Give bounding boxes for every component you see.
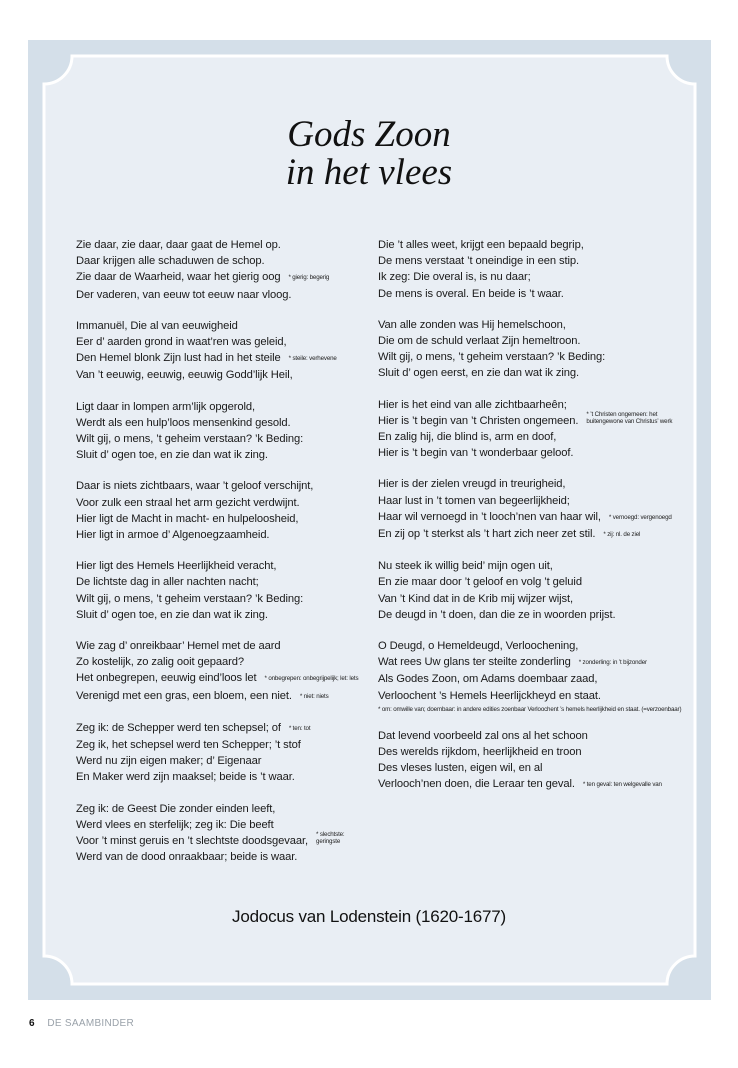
poem-title-line-1: Gods Zoon [287, 114, 451, 155]
poem-line-text: En zie maar door ’t geloof en volg ’t geluid [378, 576, 582, 589]
poem-line-text: Eer d’ aarden grond in waat’ren was geleid, [76, 336, 287, 349]
footnote-text: buitengewone van Christus’ werk [586, 417, 673, 425]
poem-line-text: De mens verstaat ’t oneindige in een stip. [378, 255, 580, 268]
poem-line [76, 769, 396, 785]
poem-line [378, 638, 698, 654]
stanza [378, 237, 698, 302]
poem-line-text: Hier ligt de Macht in macht- en hulpeloosheid, [76, 512, 299, 525]
footnote-text: * slechtste: [316, 831, 345, 839]
poem-line-text: Sluit d’ ogen eerst, en zie dan wat ik zing. [378, 367, 580, 380]
stanza [378, 728, 698, 794]
poem-line [378, 365, 698, 381]
poem-line [76, 334, 396, 350]
poem-line [76, 431, 396, 447]
poem-column-right [378, 237, 698, 809]
stanza [76, 720, 396, 786]
stanza-footnote: * om: omwille van; doembaar: in andere edities zoenbaar Verloochent ’s hemels heerlijkheid en staat. (=verzoenbaar) [378, 705, 682, 713]
poem-line-text: Van alle zonden was Hij hemelschoon, [378, 318, 566, 331]
footnote-text: * vernoegd: vergenoegd [608, 513, 672, 521]
footnote-text: * gierig: begerig [288, 274, 330, 282]
poem-line-text: Als Godes Zoon, om Adams doembaar zaad, [378, 673, 598, 686]
poem-line-text: Ik zeg: Die overal is, is nu daar; [378, 271, 531, 284]
poem-line [378, 445, 698, 461]
page-number: 6 [29, 1018, 35, 1029]
footnote [609, 510, 672, 526]
magazine-name: DE SAAMBINDER [47, 1018, 135, 1029]
poem-line [378, 574, 698, 590]
poem-author: Jodocus van Lodenstein (1620-1677) [232, 907, 506, 926]
poem-line-text: Wie zag d’ onreikbaar’ Hemel met de aard [76, 640, 281, 653]
poem-line-text: Hier is ’t begin van ’t wonderbaar geloof. [378, 447, 574, 460]
footnote-text: geringste [316, 838, 341, 846]
poem-line [76, 720, 396, 737]
footnote [265, 671, 359, 687]
poem-line-text: Wilt gij, o mens, ’t geheim verstaan? ’k Beding: [378, 351, 606, 364]
poem-line [76, 670, 396, 687]
poem-line-text: Die om de schuld verlaat Zijn hemeltroon. [378, 335, 581, 348]
poem-line-text: Werdt als een hulp’loos mensenkind gesold. [76, 416, 291, 429]
stanza [76, 478, 396, 543]
stanza [378, 638, 698, 704]
stanza [378, 317, 698, 382]
poem-line [76, 253, 396, 269]
poem-line [76, 654, 396, 670]
poem-line [76, 237, 396, 253]
poem-line-text: Verenigd met een gras, een bloem, een niet. [76, 689, 292, 702]
footnote-text: * zij: nl. de ziel [603, 531, 641, 539]
poem-line-text: Hier ligt des Hemels Heerlijkheid veracht, [76, 560, 277, 573]
poem-line [76, 817, 396, 833]
poem-line [76, 688, 396, 705]
poem-line [378, 429, 698, 445]
poem-line-text: Verloochent ’s Hemels Heerlijckheyd en staat. [378, 689, 601, 702]
stanza [76, 801, 396, 866]
poem-line-text: Den Hemel blonk Zijn lust had in het steile [76, 352, 281, 365]
poem-line-text: Immanuël, Die al van eeuwigheid [76, 319, 238, 332]
poem-title-line-2: in het vlees [285, 152, 453, 193]
poem-line [378, 509, 698, 526]
poem-line [76, 737, 396, 753]
poem-line-text: Verlooch’nen doen, die Leraar ten geval. [378, 778, 575, 791]
poem-line-text: Hier is ’t begin van ’t Christen ongemeen. [378, 414, 579, 427]
poem-line [76, 478, 396, 494]
poem-line-text: Daar is niets zichtbaars, waar ’t geloof verschijnt, [76, 480, 314, 493]
poem-line [378, 688, 698, 704]
stanza [378, 397, 698, 462]
poem-line [378, 476, 698, 492]
poem-line [76, 269, 396, 286]
poem-line-text: En zij op ’t sterkst als ’t hart zich neer zet stil. [378, 528, 596, 541]
poem-line [378, 410, 698, 429]
poem-line [378, 671, 698, 687]
footnote [300, 689, 329, 705]
poem-line [378, 286, 698, 302]
poem-line [76, 801, 396, 817]
poem-line [76, 574, 396, 590]
poem-line-text: Wilt gij, o mens, ’t geheim verstaan? ’k Beding: [76, 433, 304, 446]
poem-line [378, 493, 698, 509]
poem-line [76, 527, 396, 543]
poem-line [378, 760, 698, 776]
poem-line [76, 367, 396, 383]
footnote [583, 777, 662, 793]
footnote [289, 721, 311, 737]
poem-line-text: Hier is het eind van alle zichtbaarheên; [378, 398, 567, 411]
poem-line [76, 558, 396, 574]
poem-line-text: Zeg ik: de Geest Die zonder einden leeft, [76, 802, 276, 815]
poem-line [76, 638, 396, 654]
poem-line [378, 607, 698, 623]
poem-line-text: Nu steek ik willig beid’ mijn ogen uit, [378, 560, 553, 573]
poem-line-text: Voor zulk een straal het arm gezicht verdwijnt. [76, 496, 300, 509]
poem-line-text: Die ’t alles weet, krijgt een bepaald begrip, [378, 239, 584, 251]
poem-line [76, 849, 396, 865]
poem-line [76, 447, 396, 463]
poem-line-text: Hier is der zielen vreugd in treurigheid, [378, 478, 566, 491]
poem-line-text: Voor ’t minst geruis en ’t slechtste doodsgevaar, [76, 835, 309, 848]
poem-line-text: Werd van de dood onraakbaar; beide is waar. [76, 851, 298, 864]
footnote-text: * zonderling: in ’t bijzonder [578, 659, 647, 667]
poem-line [76, 318, 396, 334]
poem-line [76, 833, 396, 849]
poem-line [378, 744, 698, 760]
poem-line-text: Van ’t Kind dat in de Krib mij wijzer wijst, [378, 592, 573, 605]
poem-line [378, 728, 698, 744]
poem-line-text: Wilt gij, o mens, ’t geheim verstaan? ’k Beding: [76, 592, 304, 605]
poem-line [378, 654, 698, 671]
poem-line-text: Zie daar de Waarheid, waar het gierig oog [76, 271, 281, 284]
poem-line [76, 415, 396, 431]
poem-line [76, 287, 396, 303]
poem-line [76, 399, 396, 415]
stanza [76, 318, 396, 384]
poem-line-text: Werd vlees en sterfelijk; zeg ik: Die beeft [76, 818, 274, 831]
poem-line [76, 511, 396, 527]
page-footer [29, 1018, 134, 1029]
poem-line-text: Sluit d’ ogen toe, en zie dan wat ik zing. [76, 608, 268, 621]
poem-line-text: Werd nu zijn eigen maker; d’ Eigenaar [76, 755, 262, 768]
poem-line [76, 495, 396, 511]
poem-line-text: En zalig hij, die blind is, arm en doof, [378, 431, 557, 444]
poem-line-text: Haar lust in ’t tomen van begeerlijkheid; [378, 494, 570, 507]
poem-column-left [76, 237, 396, 881]
poem-line [378, 558, 698, 574]
poem-line-text: Des werelds rijkdom, heerlijkheid en troon [378, 746, 582, 759]
footnote [288, 270, 329, 286]
poem-line [76, 591, 396, 607]
footnote [316, 831, 344, 845]
poem-line-text: Het onbegrepen, eeuwig eind’loos let [76, 672, 257, 685]
poem-line-text: Zie daar, zie daar, daar gaat de Hemel op. [76, 239, 281, 251]
footnote-text: * niet: niets [299, 692, 329, 700]
poem-line-text: Der vaderen, van eeuw tot eeuw naar vloog. [76, 288, 292, 301]
poem-line [76, 350, 396, 367]
poem-line-text: Des vleses lusten, eigen wil, en al [378, 762, 543, 775]
stanza [378, 558, 698, 623]
footnote-text: * onbegrepen: onbegrijpelijk; let: lets [264, 675, 359, 683]
stanza [76, 237, 396, 303]
stanza [378, 476, 698, 543]
footnote-text: * ’t Christen ongemeen: het [586, 410, 658, 418]
poem-line-text: O Deugd, o Hemeldeugd, Verloochening, [378, 640, 579, 653]
poem-line [378, 333, 698, 349]
footnote-text: * steile: verhevene [288, 355, 337, 363]
poem-line-text: En Maker werd zijn maaksel; beide is ’t waar. [76, 771, 295, 784]
poem-line-text: De deugd in ’t doen, dan die ze in woorden prijst. [378, 608, 616, 621]
poem-line [378, 591, 698, 607]
poem-line-text: Dat levend voorbeeld zal ons al het schoon [378, 729, 588, 742]
poem-line [378, 253, 698, 269]
footnote-text: * ten geval: ten welgevalle van [582, 781, 662, 789]
stanza [76, 638, 396, 705]
poem-line-text: De lichtste dag in aller nachten nacht; [76, 576, 259, 589]
poem-title [0, 116, 738, 192]
poem-line-text: De mens is overal. En beide is ’t waar. [378, 287, 564, 300]
footnote [289, 351, 337, 367]
poem-line-text: Van ’t eeuwig, eeuwig, eeuwig Godd’lijk Heil, [76, 369, 293, 382]
poem-line-text: Wat rees Uw glans ter steilte zonderling [378, 656, 571, 669]
poem-line-text: Ligt daar in lompen arm’lijk opgerold, [76, 400, 256, 413]
poem-line-text: Zo kostelijk, zo zalig ooit gepaard? [76, 656, 245, 669]
footnote [586, 411, 672, 425]
poem-line-text: Haar wil vernoegd in ’t looch’nen van haar wil, [378, 510, 601, 523]
footnote-text: * ten: tot [288, 724, 311, 732]
footnote [603, 527, 640, 543]
poem-line-text: Zeg ik: de Schepper werd ten schepsel; of [76, 721, 281, 734]
poem-line-text: Daar krijgen alle schaduwen de schop. [76, 255, 265, 268]
stanza [76, 399, 396, 464]
poem-line [76, 753, 396, 769]
poem-line [76, 607, 396, 623]
stanza [76, 558, 396, 623]
footnote [579, 655, 647, 671]
poem-line [378, 237, 698, 253]
poem-line [378, 776, 698, 793]
poem-line [378, 269, 698, 285]
poem-line [378, 526, 698, 543]
poem-line [378, 349, 698, 365]
poem-line-text: Sluit d’ ogen toe, en zie dan wat ik zing. [76, 449, 268, 462]
poem-line-text: Zeg ik, het schepsel werd ten Schepper; ’t stof [76, 739, 301, 752]
poem-line [378, 317, 698, 333]
poem-line-text: Hier ligt in armoe d’ Algenoegzaamheid. [76, 529, 270, 542]
